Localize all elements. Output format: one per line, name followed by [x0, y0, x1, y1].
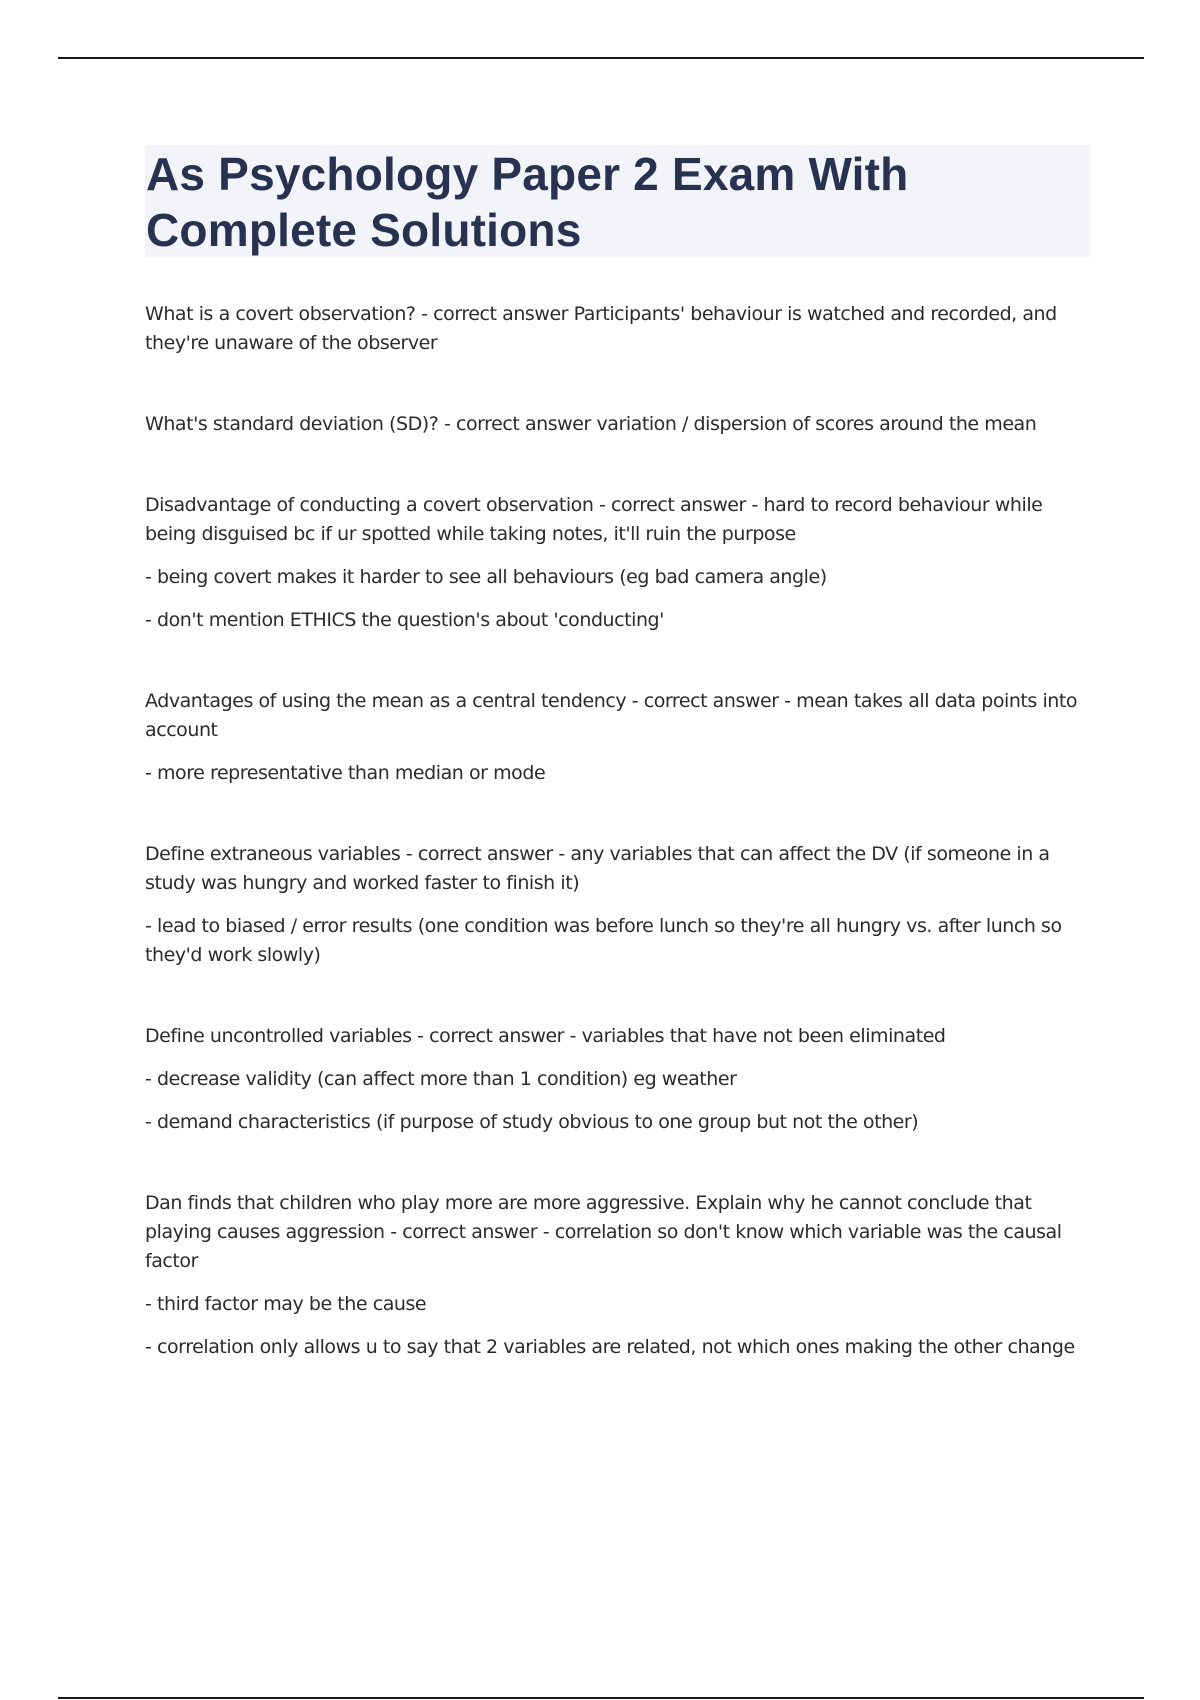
qa-block: [145, 1189, 1090, 1362]
qa-line: What's standard deviation (SD)? - correct answer variation / dispersion of scores around the mean: [145, 413, 1037, 435]
qa-line: - don't mention ETHICS the question's about 'conducting': [145, 609, 664, 631]
qa-line: - lead to biased / error results (one condition was before lunch so they're all hungry vs. after lunch so they'd work slowly): [145, 915, 1062, 966]
qa-block: [145, 491, 1090, 635]
qa-line: - demand characteristics (if purpose of study obvious to one group but not the other): [145, 1111, 919, 1133]
qa-line: - correlation only allows u to say that 2 variables are related, not which ones making the other change: [145, 1336, 1075, 1358]
document-title: As Psychology Paper 2 Exam With Complete Solutions: [146, 148, 909, 256]
document-body: [145, 300, 1090, 1414]
qa-line: - more representative than median or mode: [145, 762, 546, 784]
qa-block: [145, 300, 1090, 358]
qa-block: [145, 1022, 1090, 1137]
qa-line: Disadvantage of conducting a covert observation - correct answer - hard to record behaviour while being disguised bc if ur spotted while taking notes, it'll ruin the purpose: [145, 494, 1043, 545]
qa-block: [145, 687, 1090, 788]
qa-line: Advantages of using the mean as a central tendency - correct answer - mean takes all data points into account: [145, 690, 1078, 741]
qa-block: [145, 410, 1090, 439]
qa-line: - decrease validity (can affect more than 1 condition) eg weather: [145, 1068, 737, 1090]
header-divider: [58, 57, 1144, 59]
qa-line: Dan finds that children who play more are more aggressive. Explain why he cannot conclude that playing causes aggression - correct answer - correlation so don't know which variable was the causal factor: [145, 1192, 1062, 1272]
footer-divider: [58, 1697, 1144, 1699]
qa-line: What is a covert observation? - correct answer Participants' behaviour is watched and recorded, and they're unaware of the observer: [145, 303, 1057, 354]
qa-block: [145, 840, 1090, 970]
qa-line: Define extraneous variables - correct answer - any variables that can affect the DV (if someone in a study was hungry and worked faster to finish it): [145, 843, 1050, 894]
qa-line: Define uncontrolled variables - correct answer - variables that have not been eliminated: [145, 1025, 946, 1047]
qa-line: - third factor may be the cause: [145, 1293, 427, 1315]
qa-line: - being covert makes it harder to see all behaviours (eg bad camera angle): [145, 566, 827, 588]
